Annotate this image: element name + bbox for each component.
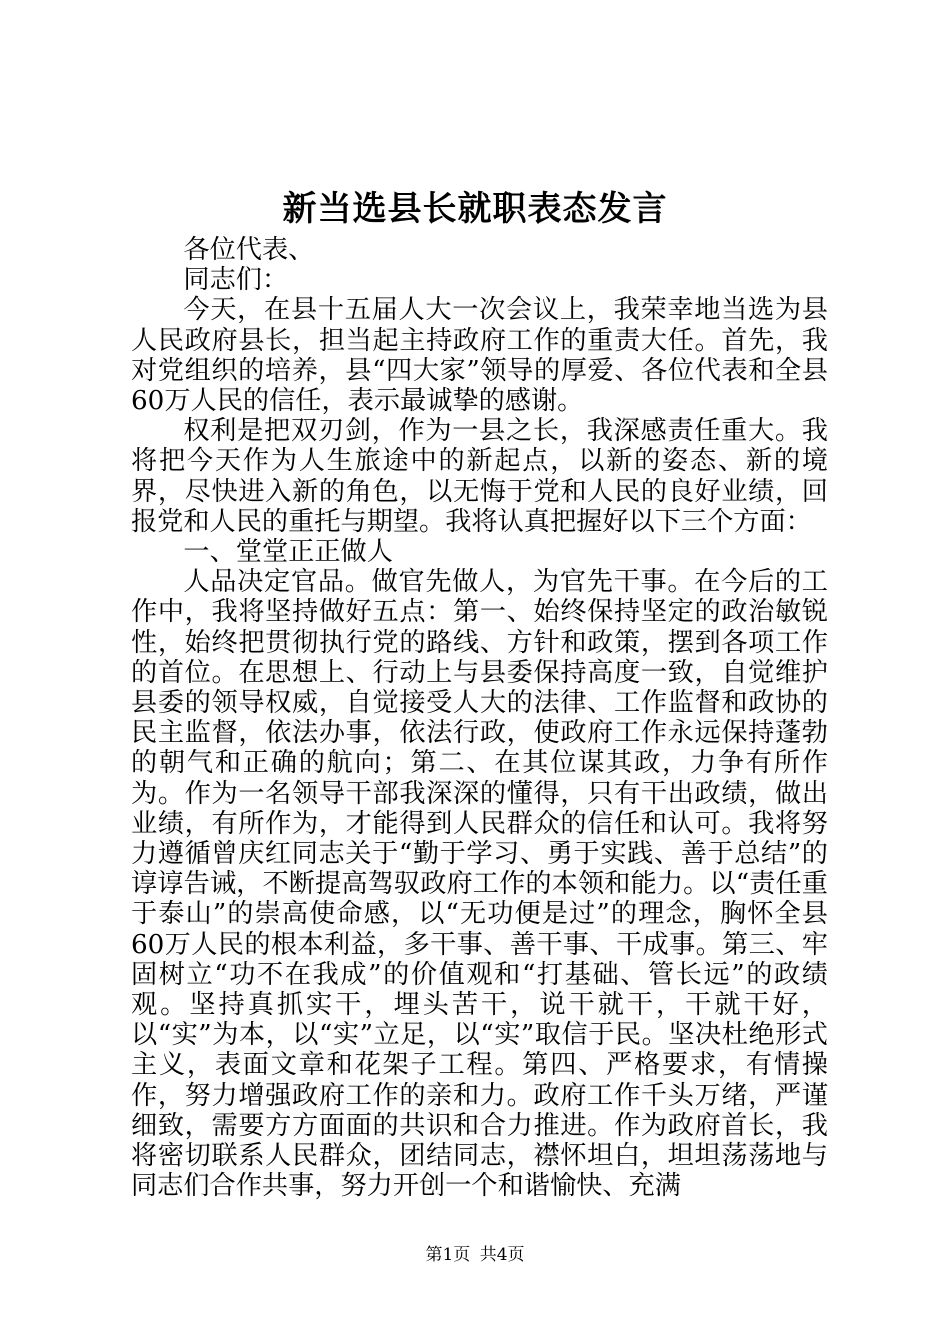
- body-paragraph: 今天，在县十五届人大一次会议上，我荣幸地当选为县人民政府县长，担当起主持政府工作的重责大任。首先，我对党组织的培养，县“四大家”领导的厚爱、各位代表和全县60万人民的信任，表示最诚挚的感谢。: [131, 295, 828, 417]
- page-number: 第1页: [425, 1245, 471, 1265]
- salutation-line: 同志们：: [183, 265, 289, 296]
- page-total: 共4页: [479, 1245, 525, 1265]
- document-title: 新当选县长就职表态发言: [282, 189, 668, 229]
- body-paragraph: 权利是把双刃剑，作为一县之长，我深感责任重大。我将把今天作为人生旅途中的新起点，以新的姿态、新的境界，尽快进入新的角色，以无悔于党和人民的良好业绩，回报党和人民的重托与期望。我将认真把握好以下三个方面：: [131, 416, 828, 537]
- body-paragraph: 人品决定官品。做官先做人，为官先干事。在今后的工作中，我将坚持做好五点：第一、始终保持坚定的政治敏锐性，始终把贯彻执行党的路线、方针和政策，摆到各项工作的首位。在思想上、行动上与县委保持高度一致，自觉维护县委的领导权威，自觉接受人大的法律、工作监督和政协的民主监督，依法办事，依法行政，使政府工作永远保持蓬勃的朝气和正确的航向；第二、在其位谋其政，力争有所作为。作为一名领导干部我深深的懂得，只有干出政绩，做出业绩，有所作为，才能得到人民群众的信任和认可。我将努力遵循曾庆红同志关于“勤于学习、勇于实践、善于总结”的谆谆告诫，不断提高驾驭政府工作的本领和能力。以“责任重于泰山”的崇高使命感，以“无功便是过”的理念，胸怀全县60万人民的根本利益，多干事、善干事、干成事。第三、牢固树立“功不在我成”的价值观和“打基础、管长远”的政绩观。坚持真抓实干，埋头苦干，说干就干，干就干好，以“实”为本，以“实”立足，以“实”取信于民。坚决杜绝形式主义，表面文章和花架子工程。第四、严格要求，有情操作，努力增强政府工作的亲和力。政府工作千头万绪，严谨细致，需要方方面面的共识和合力推进。作为政府首长，我将密切联系人民群众，团结同志，襟怀坦白，坦坦荡荡地与同志们合作共事，努力开创一个和谐愉快、充满: [131, 567, 828, 1202]
- salutation-line: 各位代表、: [183, 235, 315, 265]
- document-body: [131, 235, 828, 1202]
- section-heading: 一、堂堂正正做人: [183, 537, 393, 568]
- page-footer: [0, 1243, 950, 1267]
